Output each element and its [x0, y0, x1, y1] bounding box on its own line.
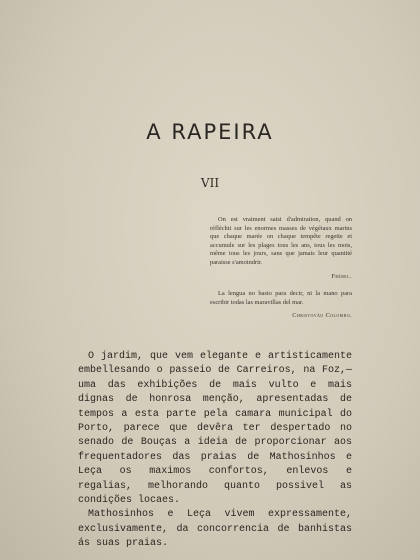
body-paragraph: O jardim, que vem elegante e artisticamente embellesando o passeio de Carreiros, na Foz,—uma das exhibições de mais vulto e mais dignas de honrosa menção, apresentadas de tempos a esta parte pela camara municipal do Porto, parece que devêra ter despertado no senado de Bouças a ideia de proporcionar aos frequentadores das praias de Mathosinhos e Leça os maximos confortos, enlevos e regalias, melhorando quanto possivel as condições locaes.	[78, 351, 352, 507]
body-text	[78, 350, 352, 552]
epigraph-text: La lengua no basto para decir, ni la mano para escribir todas las maravillas del mar.	[210, 290, 352, 306]
epigraph-author: Christovão Colombo.	[292, 312, 352, 320]
epigraph-text: On est vraiment saisi d'admiration, quand on réfléchit sur les enormes masses de végétaux marins que chaque marée on chaque tempête regette et accumule sur les plages tous les ans, tous les mois, même tous les jours, sans que jamais leur quantité paraisse s'amoindrir.	[210, 216, 352, 266]
epigraph-block	[210, 216, 352, 330]
chapter-number: VII	[200, 176, 220, 190]
chapter-title: A RAPEIRA	[146, 120, 274, 144]
body-paragraph: Mathosinhos e Leça vivem expressamente, exclusivamente, da concorrencia de banhistas ás suas praias.	[78, 509, 352, 550]
epigraph-author: Frèbel.	[331, 272, 352, 280]
